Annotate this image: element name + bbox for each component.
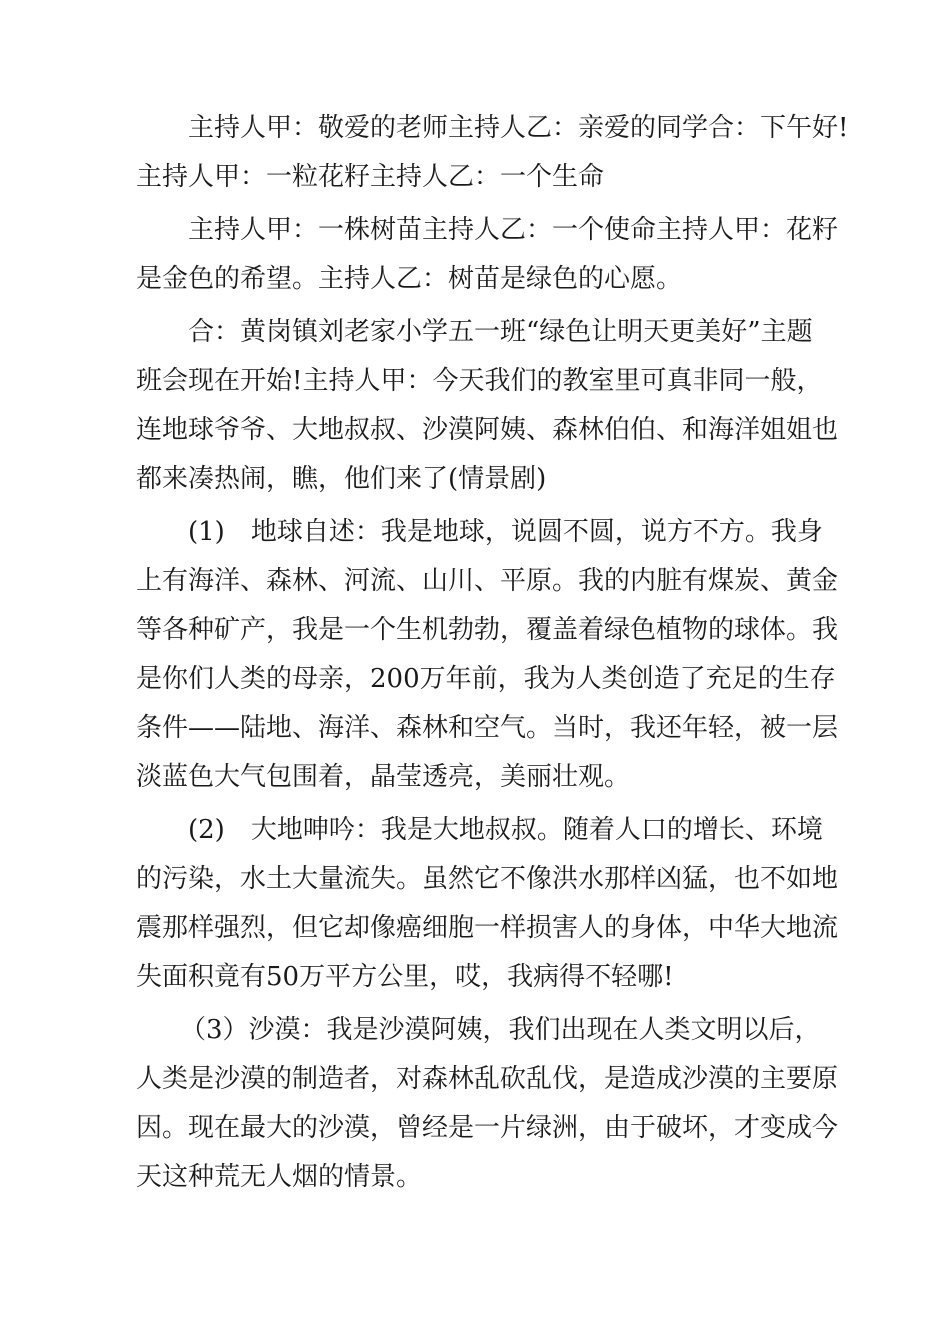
text-line: 人类是沙漠的制造者，对森林乱砍乱伐，是造成沙漠的主要原 bbox=[136, 1064, 839, 1094]
text-line: 是金色的希望。主持人乙：树苗是绿色的心愿。 bbox=[136, 264, 683, 294]
text-line: 主持人甲：一粒花籽主持人乙：一个生命 bbox=[136, 162, 605, 192]
text-line: 上有海洋、森林、河流、山川、平原。我的内脏有煤炭、黄金 bbox=[136, 566, 839, 596]
text-line: 因。现在最大的沙漠，曾经是一片绿洲，由于破坏，才变成今 bbox=[136, 1113, 839, 1143]
text-line: (2) 大地呻吟：我是大地叔叔。随着人口的增长、环境 bbox=[188, 815, 823, 845]
text-line: 震那样强烈，但它却像癌细胞一样损害人的身体，中华大地流 bbox=[136, 913, 839, 943]
text-line: 条件——陆地、海洋、森林和空气。当时，我还年轻，被一层 bbox=[136, 713, 839, 743]
text-line: 淡蓝色大气包围着，晶莹透亮，美丽壮观。 bbox=[136, 762, 631, 792]
text-line: 班会现在开始!主持人甲：今天我们的教室里可真非同一般， bbox=[136, 366, 823, 396]
text-line: 都来凑热闹，瞧，他们来了(情景剧) bbox=[136, 464, 547, 494]
text-line: 合：黄岗镇刘老家小学五一班“绿色让明天更美好”主题 bbox=[188, 317, 813, 347]
text-line: （3）沙漠：我是沙漠阿姨，我们出现在人类文明以后， bbox=[180, 1015, 821, 1045]
text-line: 主持人甲：敬爱的老师主持人乙：亲爱的同学合：下午好! bbox=[188, 113, 849, 143]
text-line: 的污染，水土大量流失。虽然它不像洪水那样凶猛，也不如地 bbox=[136, 864, 839, 894]
text-line: (1) 地球自述：我是地球，说圆不圆，说方不方。我身 bbox=[188, 517, 823, 547]
text-line: 等各种矿产，我是一个生机勃勃，覆盖着绿色植物的球体。我 bbox=[136, 615, 839, 645]
text-line: 天这种荒无人烟的情景。 bbox=[136, 1162, 423, 1192]
text-line: 是你们人类的母亲，200万年前，我为人类创造了充足的生存 bbox=[136, 664, 836, 694]
text-line: 失面积竟有50万平方公里，哎，我病得不轻哪! bbox=[136, 962, 674, 992]
text-line: 主持人甲：一株树苗主持人乙：一个使命主持人甲：花籽 bbox=[188, 215, 839, 245]
document-body bbox=[136, 104, 849, 1202]
text-line: 连地球爷爷、大地叔叔、沙漠阿姨、森林伯伯、和海洋姐姐也 bbox=[136, 415, 839, 445]
